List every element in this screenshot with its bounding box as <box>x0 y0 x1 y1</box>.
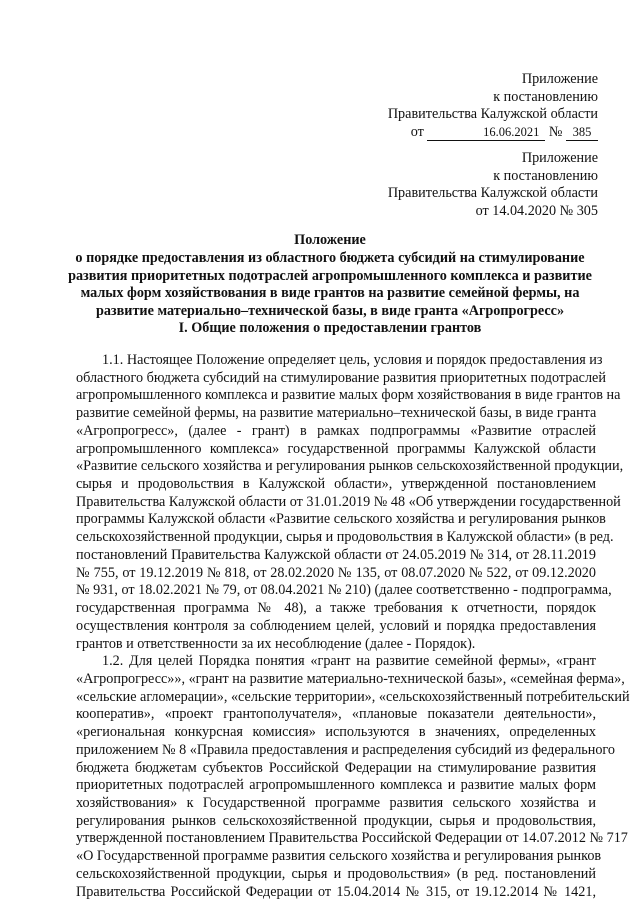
title-line: развития приоритетных подотраслей агропромышленного комплекса и развитие <box>68 267 592 284</box>
appendix-date-number: от 14.04.2020 № 305 <box>475 203 598 220</box>
title-line: о порядке предоставления из областного бюджета субсидий на стимулирование <box>75 249 585 266</box>
paragraph-1-line: № 931, от 18.02.2021 № 79, от 08.04.2021 № 210) (далее соответственно - подпрограмма, <box>76 582 612 599</box>
appendix-government-label: Правительства Калужской области <box>387 106 598 123</box>
paragraph-2-line: кооператив», «проект грантополучателя», «плановые показатели деятельности», <box>76 706 596 723</box>
paragraph-2-line: «Агропрогресс»», «грант на развитие материально-технической базы», «семейная ферма», <box>76 670 625 687</box>
paragraph-1-line: государственная программа № 48), а также требования к отчетности, порядок <box>76 600 596 617</box>
appendix-resolution-label: к постановлению <box>493 167 598 184</box>
appendix-label: Приложение <box>521 71 598 87</box>
paragraph-1-line: грантов и ответственности за их несоблюдение (далее - Порядок). <box>76 635 476 652</box>
appendix-government-label: Правительства Калужской области <box>387 185 598 202</box>
paragraph-2-line: «О Государственной программе развития сельского хозяйства и регулирования рынков <box>76 848 602 865</box>
appendix-current-header <box>278 71 598 142</box>
paragraph-1-line: постановлений Правительства Калужской области от 24.05.2019 № 314, от 28.11.2019 <box>76 546 596 563</box>
paragraph-2-line: приложением № 8 «Правила предоставления и распределения субсидий из федерального <box>76 741 615 758</box>
paragraph-2-line: Правительства Российской Федерации от 15.04.2014 № 315, от 19.12.2014 № 1421, <box>76 883 596 900</box>
appendix-date-number-line <box>278 124 598 142</box>
paragraph-2-line: утвержденной постановлением Правительства Российской Федерации от 14.07.2012 № 717 <box>76 830 628 847</box>
appendix-label: Приложение <box>521 150 598 166</box>
paragraph-1-line: «Агропрогресс», (далее - грант) в рамках подпрограммы «Развитие отраслей <box>76 422 596 439</box>
paragraph-1-line: сельскохозяйственной продукции, сырья и продовольствия в Калужской области» (в ред. <box>76 529 614 546</box>
body-text <box>76 352 630 901</box>
paragraph-1-line: № 755, от 19.12.2019 № 818, от 28.02.2020 № 135, от 08.07.2020 № 522, от 09.12.2020 <box>76 564 596 581</box>
number-value: 385 <box>566 125 598 141</box>
paragraph-1-line: областного бюджета субсидий на стимулирование развития приоритетных подотраслей <box>76 369 606 386</box>
paragraph-2-line: «сельские агломерации», «сельские территории», «сельскохозяйственный потребительский <box>76 688 630 705</box>
paragraph-1-line: сырья и продовольствия в Калужской области», утвержденной постановлением <box>76 476 596 493</box>
title-line: малых форм хозяйствования в виде грантов на развитие семейной фермы, на <box>80 285 580 302</box>
paragraph-1-line: программы Калужской области «Развитие сельского хозяйства и регулирования рынков <box>76 511 606 528</box>
paragraph-2-line: бюджета бюджетам субъектов Российской Федерации на стимулирование развития <box>76 759 596 776</box>
number-sign: № <box>548 124 563 141</box>
appendix-previous-header <box>278 150 598 221</box>
date-value: 16.06.2021 <box>427 125 545 141</box>
title-line: развитие материально–технической базы, в виде гранта «Агропрогресс» <box>95 303 565 320</box>
section-heading: I. Общие положения о предоставлении грантов <box>178 320 482 336</box>
paragraph-1-line: Правительства Калужской области от 31.01.2019 № 48 «Об утверждении государственной <box>76 493 621 510</box>
appendix-resolution-label: к постановлению <box>493 88 598 105</box>
date-prefix: от <box>410 124 424 141</box>
paragraph-2-line: сельскохозяйственной продукции, сырья и продовольствия» (в ред. постановлений <box>76 865 596 882</box>
paragraph-2-line: 1.2. Для целей Порядка понятия «грант на развитие семейной фермы», «грант <box>102 653 596 670</box>
paragraph-2-line: регулирования рынков сельскохозяйственной продукции, сырья и продовольствия, <box>76 812 596 829</box>
paragraph-2-line: хозяйствования» к Государственной программе развития сельского хозяйства и <box>76 794 596 811</box>
title-line: Положение <box>294 232 366 248</box>
paragraph-2-line: приоритетных подотраслей агропромышленного комплекса и развитие малых форм <box>76 777 596 794</box>
paragraph-1-line: агропромышленного комплекса» государственной программы Калужской области <box>76 440 596 457</box>
document-title <box>60 232 600 321</box>
paragraph-2-line: «региональная конкурсная комиссия» используются в значениях, определенных <box>76 724 596 741</box>
paragraph-1-line: 1.1. Настоящее Положение определяет цель, условия и порядок предоставления из <box>102 352 603 368</box>
paragraph-1-line: осуществления контроля за соблюдением целей, условий и порядка предоставления <box>76 617 596 634</box>
paragraph-1-line: «Развитие сельского хозяйства и регулирования рынков сельскохозяйственной продукции, <box>76 458 624 475</box>
paragraph-1-line: развитие семейной фермы, на развитие материально–технической базы, в виде гранта <box>76 405 597 422</box>
paragraph-1-line: агропромышленного комплекса и развитие малых форм хозяйствования в виде грантов на <box>76 387 621 404</box>
